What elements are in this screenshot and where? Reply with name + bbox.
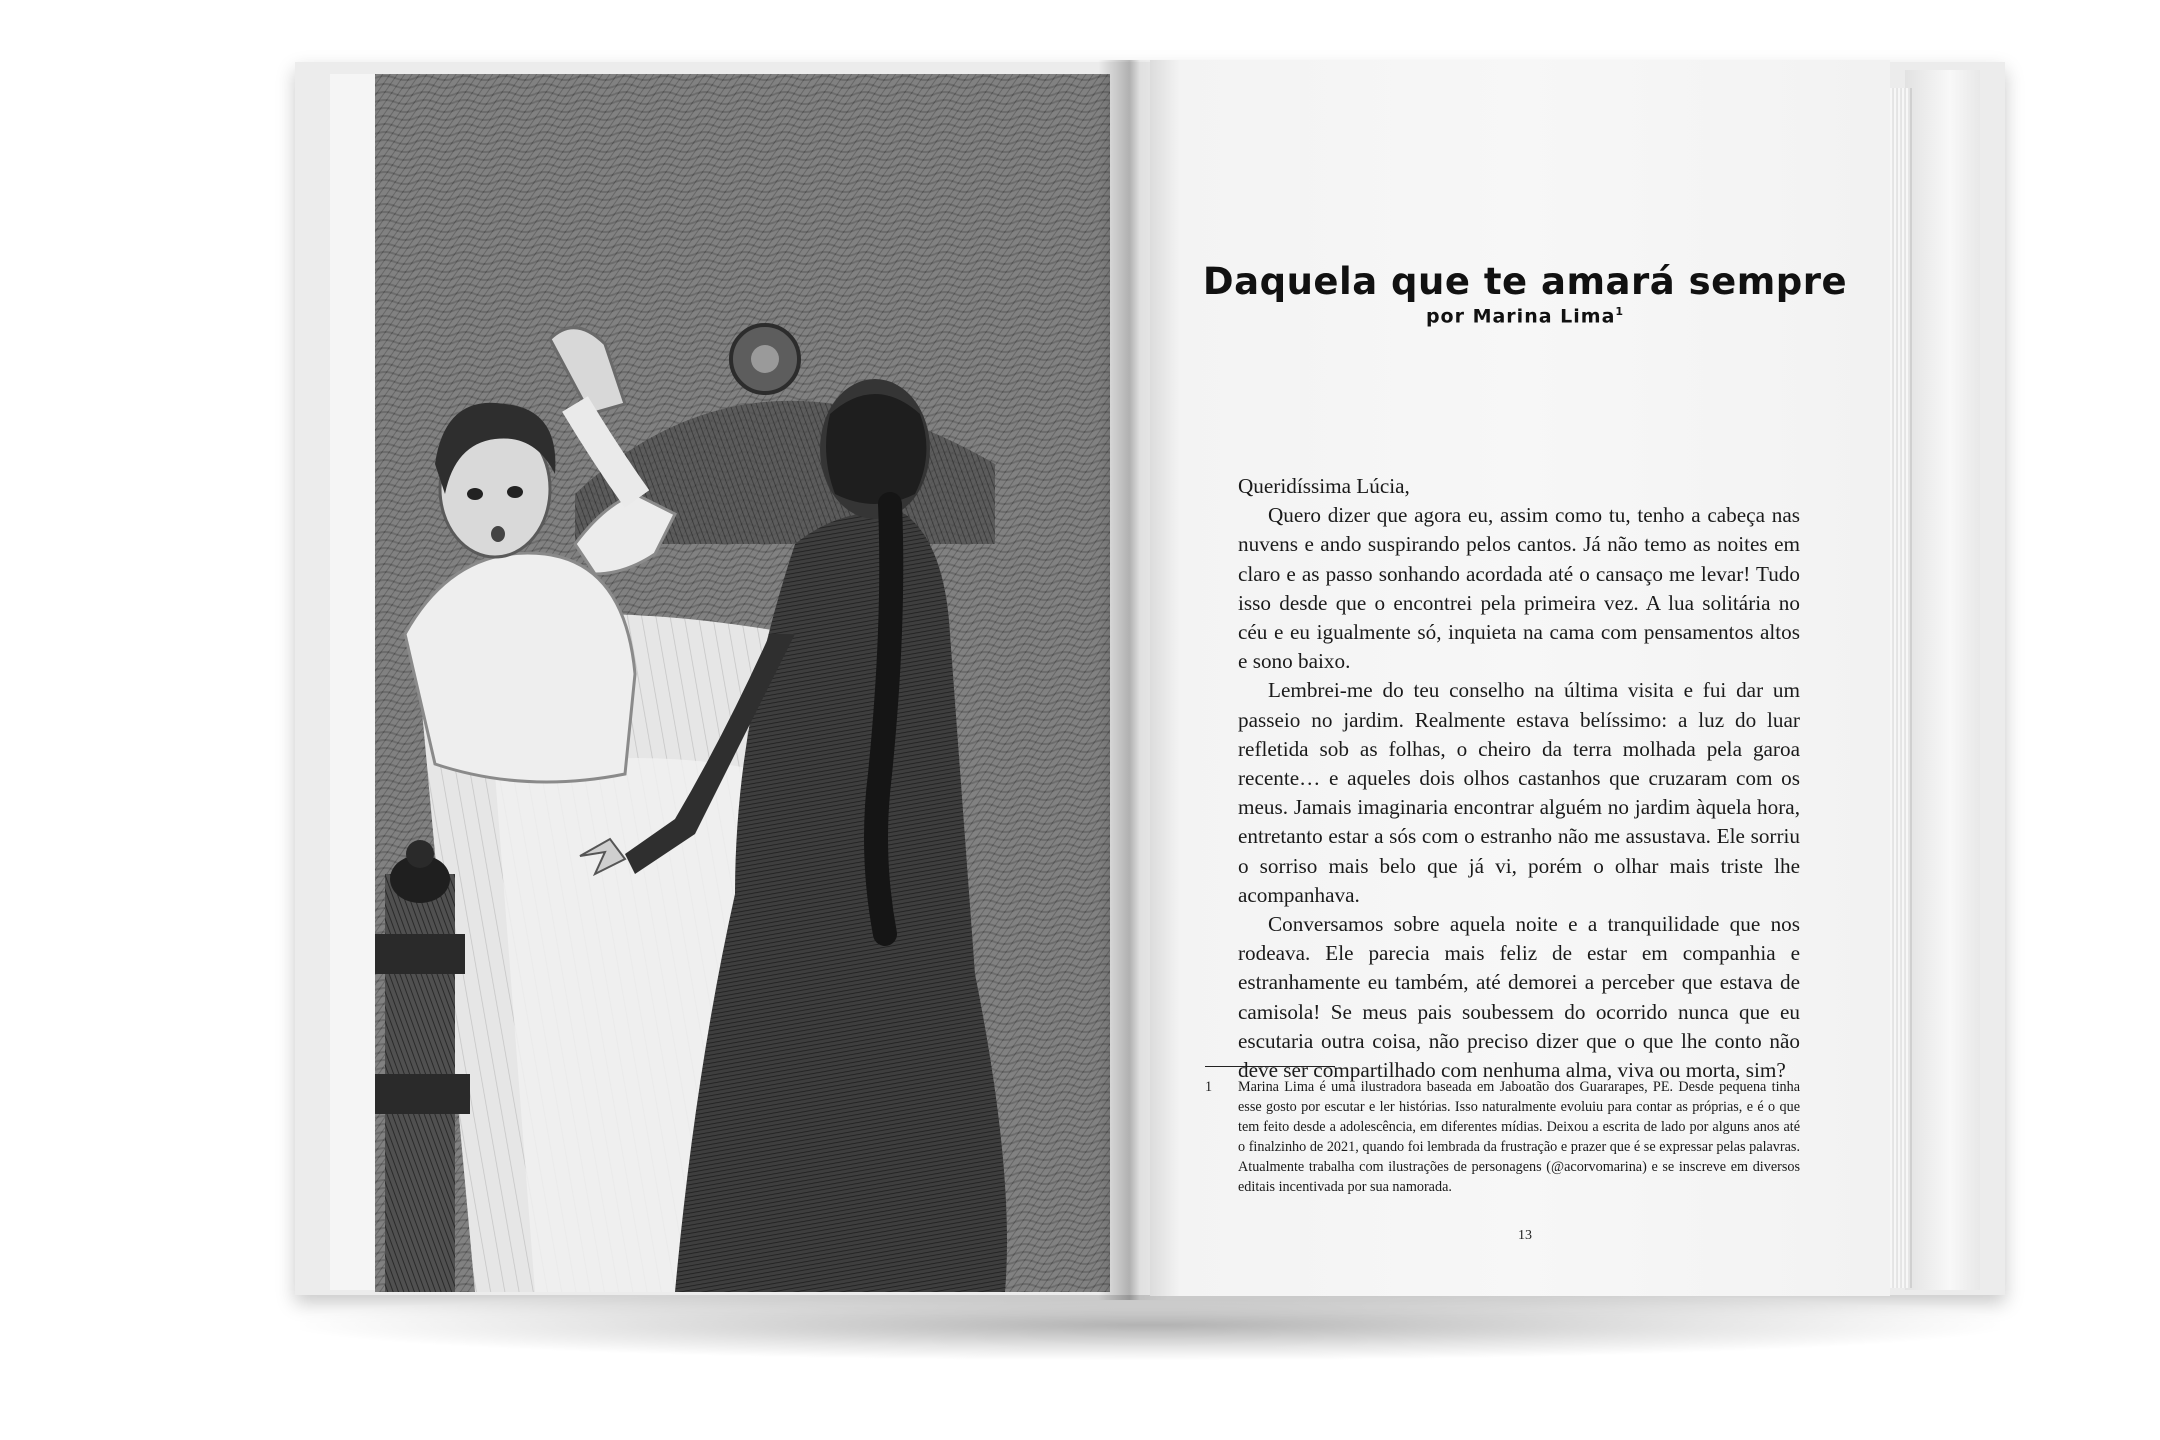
footnote-text: Marina Lima é uma ilustradora baseada em Jaboatão dos Guararapes, PE. Desde pequena tinha esse gosto por escutar e ler histórias. Isso naturalmente evoluiu para contar as próprias, e é o que tem feito desde a adolescência, em diferentes mídias. Deixou a escrita de lado por alguns anos até o finalzinho de 2021, quando foi lembrada da frustração e prazer que é se expressar pelas palavras. Atualmente trabalha com ilustrações de personagens (@acorvomarina) e se inscreve em diversos editais incentivada por sua namorada.: [1238, 1079, 1800, 1195]
illustration-svg: [375, 74, 1110, 1292]
paragraph: Lembrei-me do teu conselho na última visita e fui dar um passeio no jardim. Realmente estava belíssimo: a luz do luar refletida sob as folhas, o cheiro da terra molhada pela garoa recente… e aqueles dois olhos castanhos que cruzaram com os meus. Jamais imaginaria encontrar alguém no jardim àquela hora, entretanto estar a sós com o estranho não me assustava. Ele sorriu o sorriso mais belo que já vi, porém o olhar mais triste lhe acompanhava.: [1238, 678, 1800, 907]
footnote-rule: [1205, 1066, 1335, 1067]
engraving-illustration: [375, 74, 1110, 1292]
chapter-title: Daquela que te amará sempre: [1202, 260, 1848, 303]
paragraph: Quero dizer que agora eu, assim como tu, tenho a cabeça nas nuvens e ando suspirando pelos cantos. Já não temo as noites em claro e as passo sonhando acordada até o cansaço me levar! Tudo isso desde que o encontrei pela primeira vez. A lua solitária no céu e eu igualmente só, inquieta na cama com pensamentos altos e sono baixo.: [1238, 503, 1800, 674]
byline-footnote-marker: 1: [1615, 305, 1625, 318]
footnote-number: 1: [1205, 1079, 1213, 1095]
chapter-byline: [1180, 305, 1870, 327]
salutation: Queridíssima Lúcia,: [1238, 474, 1410, 498]
letter-body: [1238, 472, 1800, 1085]
page-number: 13: [1518, 1228, 1532, 1243]
book-shadow: [300, 1290, 2000, 1360]
byline-text: por Marina Lima: [1425, 305, 1616, 328]
book-cover-back: [1905, 70, 1980, 1290]
footnote: [1205, 1077, 1800, 1197]
paragraph: Conversamos sobre aquela noite e a tranquilidade que nos rodeava. Ele parecia mais feliz de estar em companhia e estranhamente eu também, até demorei a perceber que estava de camisola! Se meus pais soubessem do ocorrido nunca que eu escutaria outra coisa, não preciso dizer que o que lhe conto não deve ser compartilhado com nenhuma alma, viva ou morta, sim?: [1238, 912, 1800, 1083]
